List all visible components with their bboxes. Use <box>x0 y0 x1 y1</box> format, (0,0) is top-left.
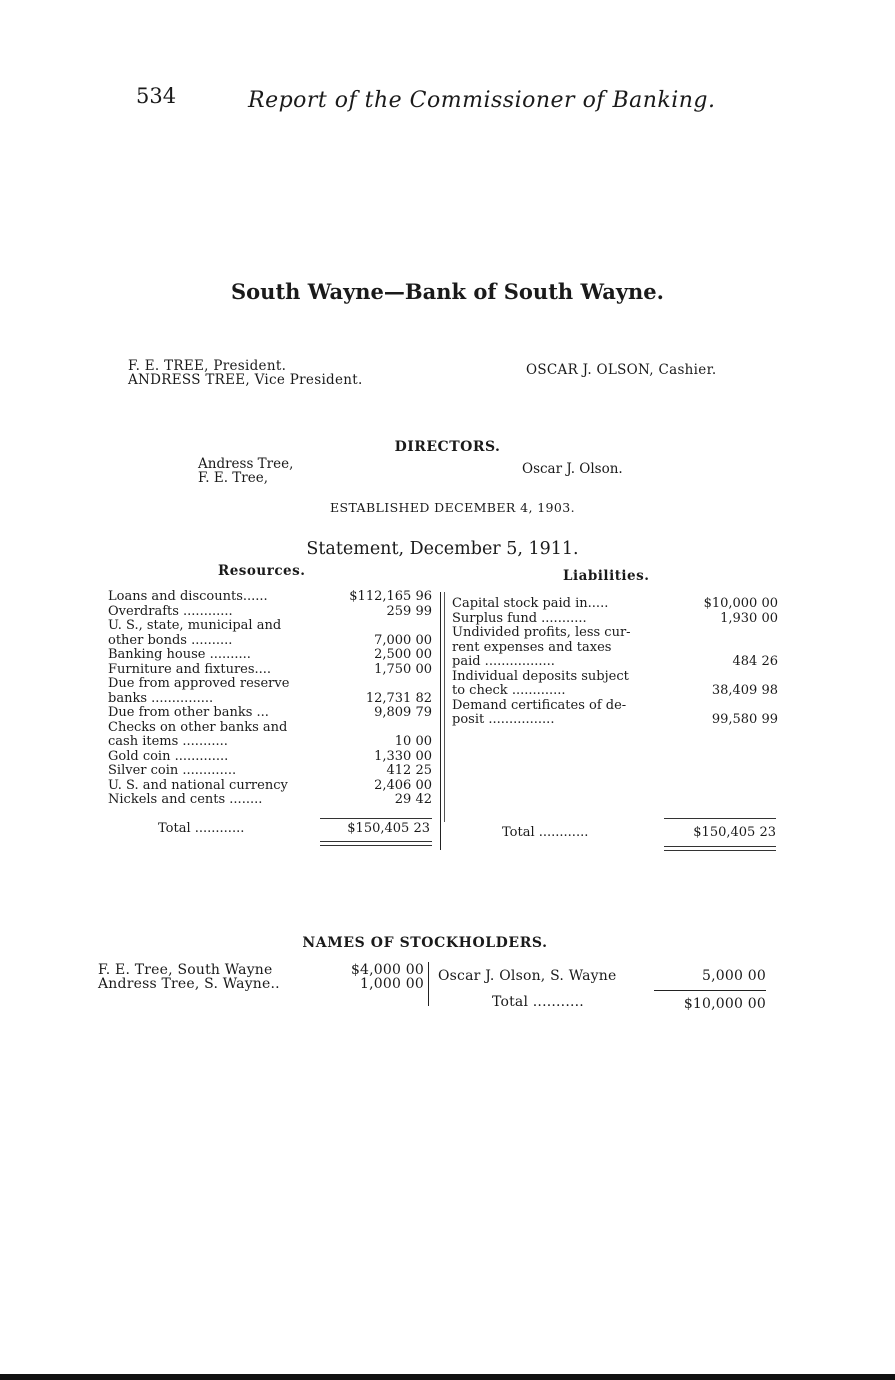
running-title: Report of the Commissioner of Banking. <box>248 88 716 113</box>
stockholder-left-1-amount: $4,000 00 <box>350 962 424 978</box>
resource-amount: 2,406 00 <box>374 777 432 793</box>
officer-president: F. E. TREE, President. <box>128 358 287 374</box>
stockholders-column-divider <box>428 962 429 1006</box>
resource-label: Gold coin ............. <box>108 748 229 764</box>
liabilities-total-label: Total ............ <box>502 825 589 840</box>
liability-label: to check ............. <box>452 683 566 698</box>
resources-heading: Resources. <box>218 563 306 579</box>
liability-label: Individual deposits subject <box>452 668 629 684</box>
resource-label: other bonds .......... <box>108 632 233 648</box>
resource-label: Checks on other banks and <box>108 719 288 735</box>
resource-label: cash items ........... <box>108 734 228 749</box>
liability-label: Demand certificates of de- <box>452 697 627 713</box>
liability-amount: 484 26 <box>732 654 778 669</box>
bank-title: South Wayne—Bank of South Wayne. <box>231 279 664 304</box>
liability-amount: $10,000 00 <box>703 596 778 611</box>
resource-label: Due from approved reserve <box>108 676 290 691</box>
resource-label: Loans and discounts...... <box>108 589 268 604</box>
director-left-1: Andress Tree, <box>198 456 294 472</box>
resource-label: Nickels and cents ........ <box>108 792 263 807</box>
liabilities-total-rule-bottom-1 <box>664 846 776 847</box>
directors-heading: DIRECTORS. <box>394 439 501 455</box>
liability-label: posit ................ <box>452 712 555 727</box>
officer-cashier: OSCAR J. OLSON, Cashier. <box>526 362 717 378</box>
resource-amount: 10 00 <box>394 734 432 749</box>
resource-amount: 259 99 <box>386 603 432 619</box>
statement-title: Statement, December 5, 1911. <box>306 539 579 559</box>
liabilities-total-amount: $150,405 23 <box>693 825 776 840</box>
scan-edge <box>0 1374 895 1380</box>
stockholders-total-amount: $10,000 00 <box>683 996 766 1012</box>
resource-amount: 29 42 <box>394 792 432 807</box>
stockholder-left-2-amount: 1,000 00 <box>360 976 424 992</box>
resource-label: U. S. and national currency <box>108 777 288 793</box>
resources-total-label: Total ............ <box>158 821 245 836</box>
liability-label: Surplus fund ........... <box>452 610 587 626</box>
liability-amount: 38,409 98 <box>711 683 778 698</box>
resource-label: Due from other banks ... <box>108 705 269 720</box>
liability-amount: 99,580 99 <box>711 712 778 727</box>
resource-amount: 1,330 00 <box>374 748 432 764</box>
resource-label: banks ............... <box>108 690 214 706</box>
established-date: ESTABLISHED DECEMBER 4, 1903. <box>330 500 575 515</box>
resource-label: Banking house .......... <box>108 647 251 662</box>
stockholder-right-1-name: Oscar J. Olson, S. Wayne <box>438 968 617 984</box>
liabilities-total-rule-top <box>664 818 776 819</box>
resource-label: Silver coin ............. <box>108 763 237 778</box>
liability-label: rent expenses and taxes <box>452 639 612 655</box>
stockholder-right-1-amount: 5,000 00 <box>702 968 766 984</box>
resources-total-rule-bottom-2 <box>320 845 432 846</box>
stockholders-total-rule <box>654 990 766 991</box>
stockholders-heading: NAMES OF STOCKHOLDERS. <box>302 935 548 951</box>
resource-amount: 412 25 <box>386 763 432 778</box>
resource-label: Furniture and fixtures.... <box>108 661 272 677</box>
stockholder-left-1-name: F. E. Tree, South Wayne <box>98 962 273 978</box>
resources-total-rule-top <box>320 818 432 819</box>
resource-label: U. S., state, municipal and <box>108 618 282 633</box>
resource-amount: 1,750 00 <box>374 661 432 677</box>
liability-label: Capital stock paid in..... <box>452 596 609 611</box>
liability-label: Undivided profits, less cur- <box>452 625 631 640</box>
resource-amount: 9,809 79 <box>374 705 432 720</box>
page-number: 534 <box>136 84 177 108</box>
liability-amount: 1,930 00 <box>720 610 778 626</box>
director-right-1: Oscar J. Olson. <box>522 461 623 477</box>
statement-column-divider <box>440 592 441 850</box>
resources-total-rule-bottom-1 <box>320 841 432 842</box>
liability-label: paid ................. <box>452 654 555 669</box>
resource-amount: $112,165 96 <box>349 589 432 604</box>
resources-amount-rule <box>444 592 445 822</box>
resource-amount: 2,500 00 <box>374 647 432 662</box>
resource-label: Overdrafts ............ <box>108 603 233 619</box>
resource-amount: 7,000 00 <box>374 632 432 648</box>
stockholders-total-label: Total ........... <box>492 994 584 1010</box>
liabilities-total-rule-bottom-2 <box>664 850 776 851</box>
stockholder-left-2-name: Andress Tree, S. Wayne.. <box>98 976 280 992</box>
director-left-2: F. E. Tree, <box>198 470 269 486</box>
officer-vice-president: ANDRESS TREE, Vice President. <box>128 372 363 388</box>
resource-amount: 12,731 82 <box>365 690 432 706</box>
resources-total-amount: $150,405 23 <box>347 821 430 836</box>
liabilities-heading: Liabilities. <box>563 568 650 584</box>
